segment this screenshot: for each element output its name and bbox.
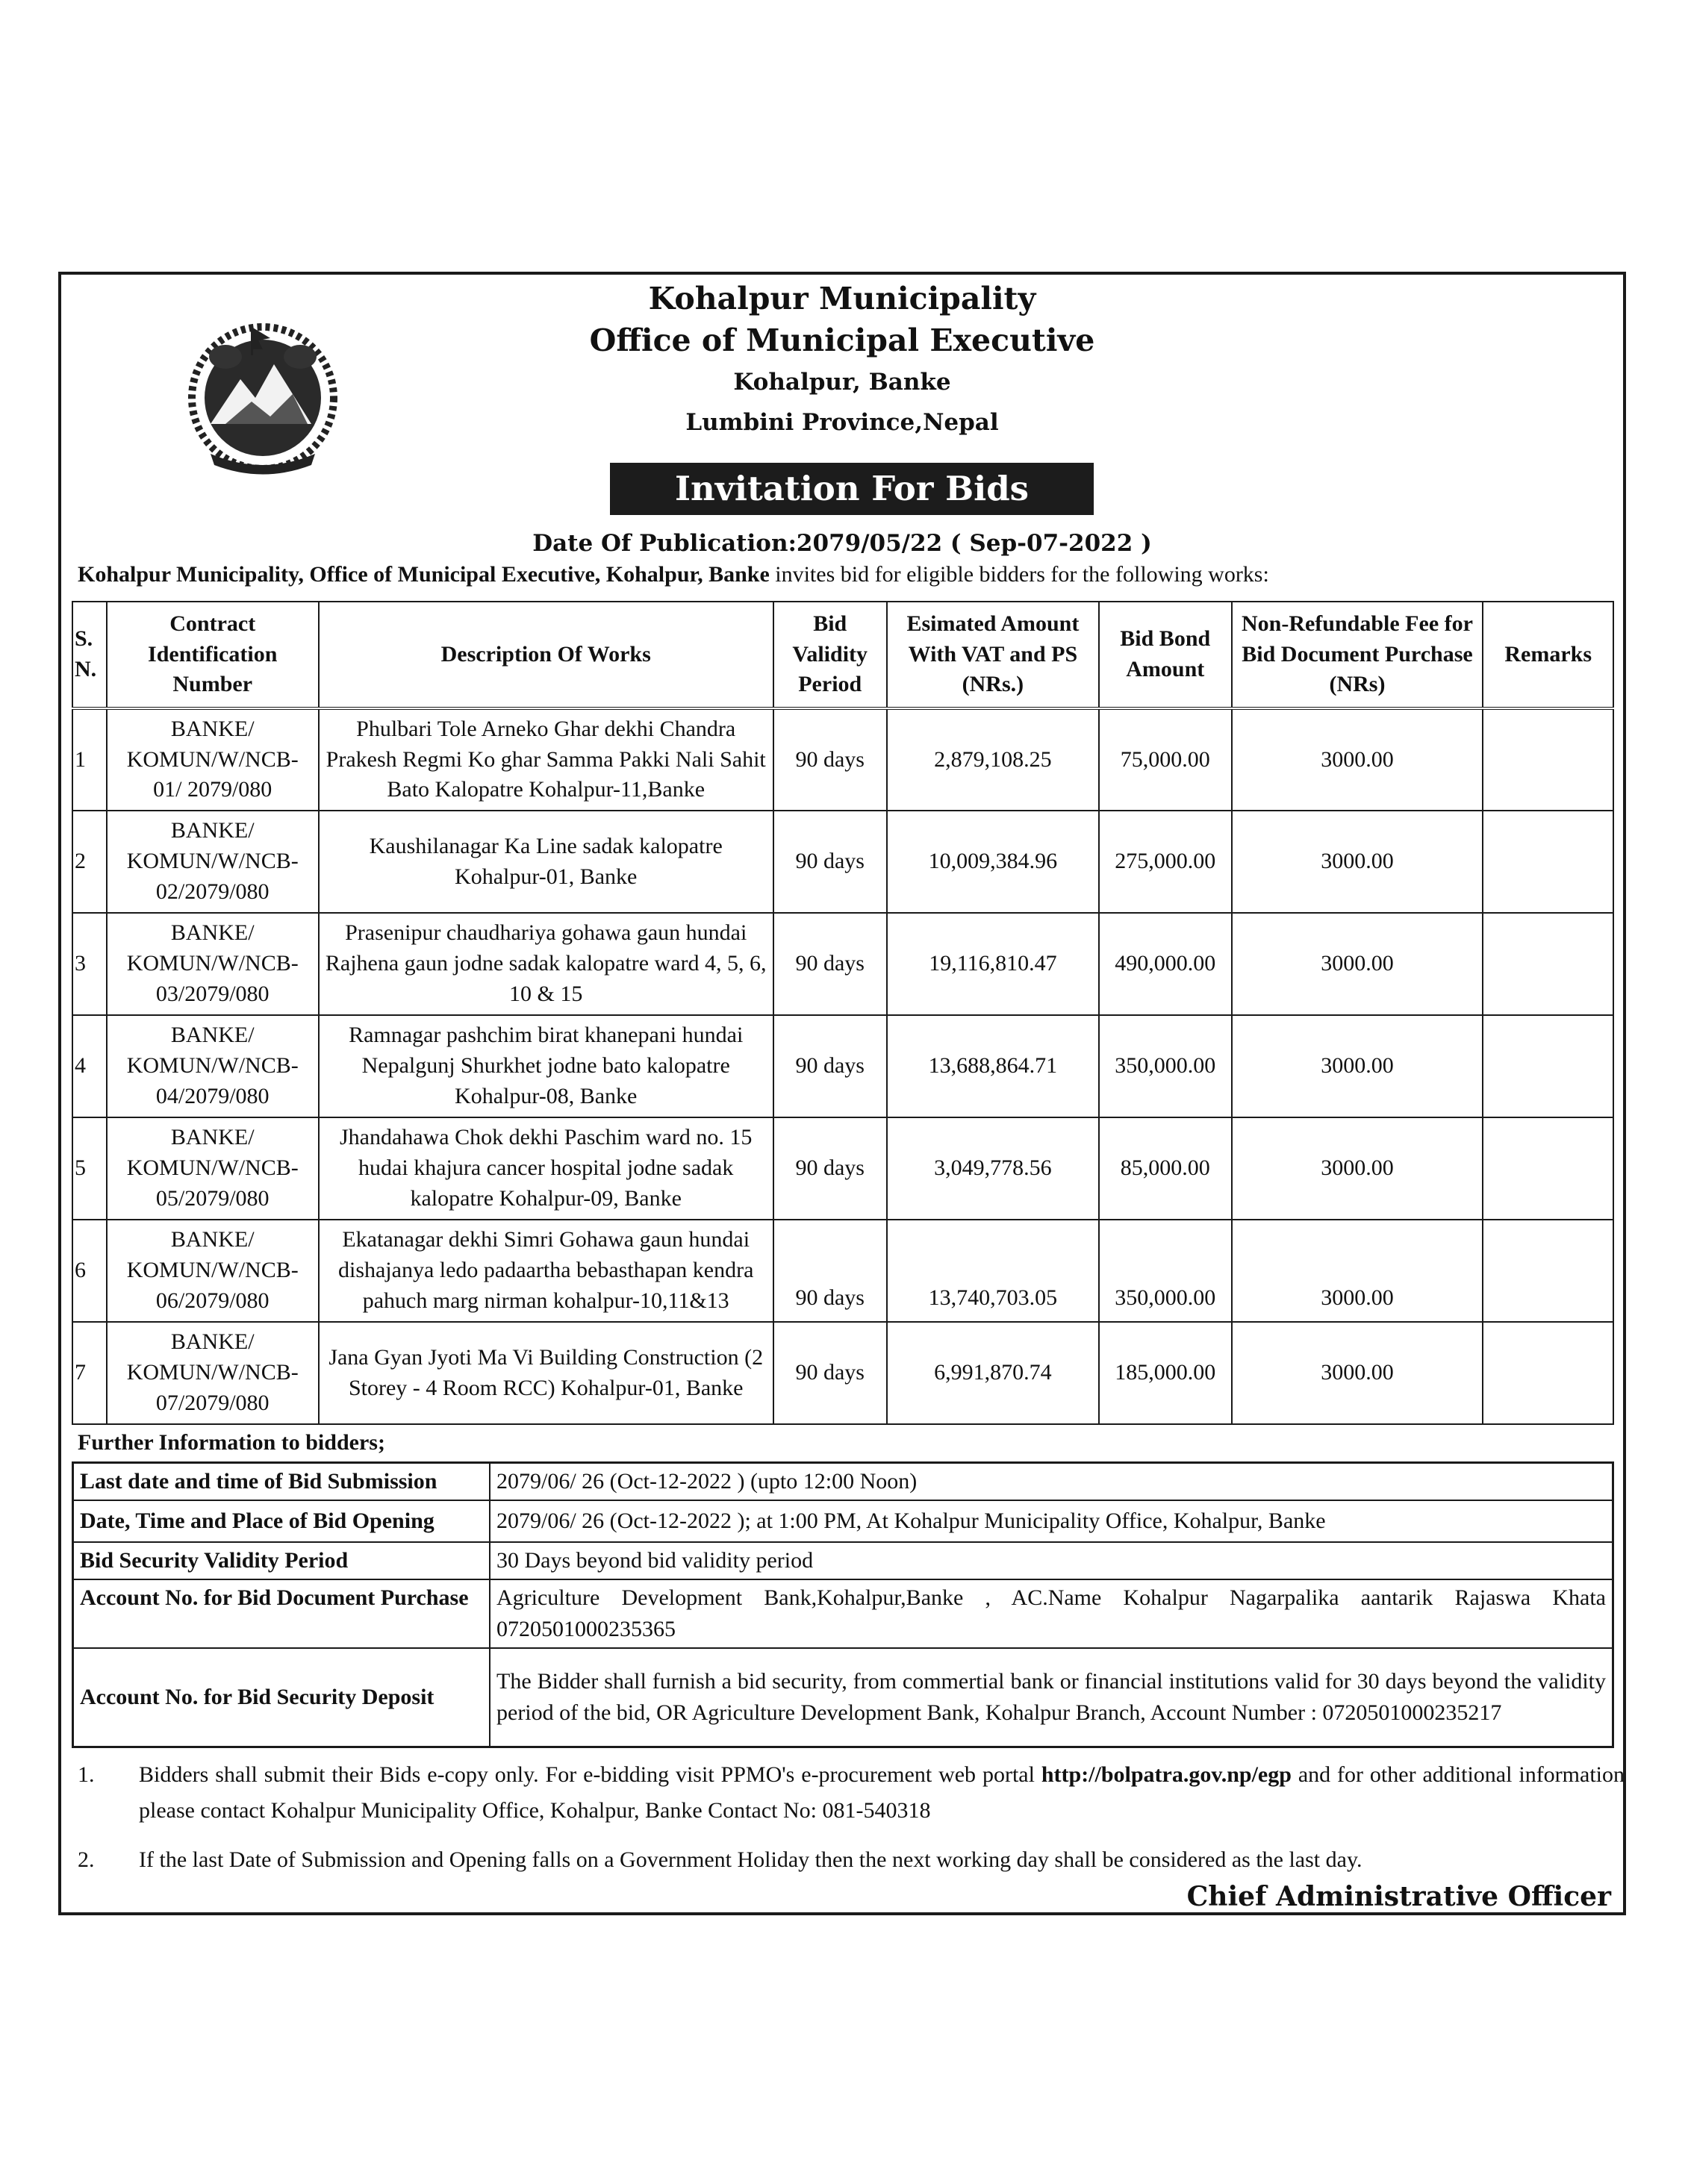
cell-description: Jana Gyan Jyoti Ma Vi Building Construction (2 Storey - 4 Room RCC) Kohalpur-01, Banke (319, 1322, 773, 1424)
cell-contract-id: BANKE/ KOMUN/W/NCB- 06/2079/080 (107, 1220, 319, 1322)
cell-bid-bond: 185,000.00 (1099, 1322, 1232, 1424)
cell-validity: 90 days (773, 708, 887, 811)
cell-contract-id: BANKE/ KOMUN/W/NCB- 07/2079/080 (107, 1322, 319, 1424)
cell-sn: 2 (72, 811, 107, 913)
info-value: 30 Days beyond bid validity period (490, 1542, 1613, 1579)
cell-bid-bond: 350,000.00 (1099, 1220, 1232, 1322)
cell-estimated-amount: 10,009,384.96 (887, 811, 1099, 913)
header-description: Description Of Works (319, 602, 773, 708)
cell-bid-bond: 350,000.00 (1099, 1015, 1232, 1117)
cell-bid-bond: 490,000.00 (1099, 913, 1232, 1015)
info-value: The Bidder shall furnish a bid security, from commertial bank or financial institutions valid for 30 days beyond the validity period of the bid, OR Agriculture Development Bank, Kohalpur Branch, Account Number : 0720501000235217 (490, 1648, 1613, 1747)
cell-estimated-amount: 19,116,810.47 (887, 913, 1099, 1015)
organization-name: Kohalpur Municipality (648, 281, 1036, 316)
bids-table (72, 601, 1614, 1425)
header-estimated-amount: Esimated Amount With VAT and PS (NRs.) (887, 602, 1099, 708)
cell-remarks (1483, 1322, 1613, 1424)
table-row (72, 1220, 1613, 1322)
table-row (72, 811, 1613, 913)
cell-estimated-amount: 3,049,778.56 (887, 1117, 1099, 1220)
cell-bid-bond: 75,000.00 (1099, 708, 1232, 811)
cell-validity: 90 days (773, 1117, 887, 1220)
table-header-row (72, 602, 1613, 708)
cell-remarks (1483, 913, 1613, 1015)
cell-estimated-amount: 13,688,864.71 (887, 1015, 1099, 1117)
table-row (72, 1117, 1613, 1220)
cell-remarks (1483, 1220, 1613, 1322)
cell-fee: 3000.00 (1232, 1322, 1483, 1424)
cell-fee: 3000.00 (1232, 708, 1483, 811)
info-label: Last date and time of Bid Submission (73, 1463, 490, 1501)
city-name: Kohalpur, Banke (733, 369, 951, 396)
cell-fee: 3000.00 (1232, 811, 1483, 913)
header-bid-bond: Bid Bond Amount (1099, 602, 1232, 708)
info-row (73, 1579, 1613, 1648)
cell-fee: 3000.00 (1232, 913, 1483, 1015)
cell-fee: 3000.00 (1232, 1220, 1483, 1322)
cell-sn: 5 (72, 1117, 107, 1220)
intro-text: invites bid for eligible bidders for the following works: (769, 562, 1269, 587)
info-label: Bid Security Validity Period (73, 1542, 490, 1579)
notice-banner: Invitation For Bids (610, 463, 1094, 515)
info-row (73, 1542, 1613, 1579)
cell-validity: 90 days (773, 1322, 887, 1424)
table-row (72, 708, 1613, 811)
cell-description: Phulbari Tole Arneko Ghar dekhi Chandra Prakesh Regmi Ko ghar Samma Pakki Nali Sahit Bato Kalopatre Kohalpur-11,Banke (319, 708, 773, 811)
info-label: Date, Time and Place of Bid Opening (73, 1500, 490, 1542)
cell-validity: 90 days (773, 1220, 887, 1322)
cell-estimated-amount: 2,879,108.25 (887, 708, 1099, 811)
header-contract-id: Contract Identification Number (107, 602, 319, 708)
cell-validity: 90 days (773, 1015, 887, 1117)
province-name: Lumbini Province,Nepal (685, 409, 999, 436)
note-number: 2. (78, 1847, 95, 1872)
cell-contract-id: BANKE/ KOMUN/W/NCB- 01/ 2079/080 (107, 708, 319, 811)
header-remarks: Remarks (1483, 602, 1613, 708)
cell-contract-id: BANKE/ KOMUN/W/NCB- 04/2079/080 (107, 1015, 319, 1117)
cell-remarks (1483, 811, 1613, 913)
info-value: 2079/06/ 26 (Oct-12-2022 ); at 1:00 PM, At Kohalpur Municipality Office, Kohalpur, Banke (490, 1500, 1613, 1542)
cell-fee: 3000.00 (1232, 1117, 1483, 1220)
cell-contract-id: BANKE/ KOMUN/W/NCB- 02/2079/080 (107, 811, 319, 913)
note-text (139, 1842, 1625, 1878)
info-label: Account No. for Bid Security Deposit (73, 1648, 490, 1747)
note-text-before: If the last Date of Submission and Opening falls on a Government Holiday then the next working day shall be considered as the last day. (139, 1847, 1362, 1872)
table-row (72, 1015, 1613, 1117)
further-info-title: Further Information to bidders; (78, 1430, 385, 1455)
cell-bid-bond: 85,000.00 (1099, 1117, 1232, 1220)
cell-contract-id: BANKE/ KOMUN/W/NCB- 05/2079/080 (107, 1117, 319, 1220)
cell-sn: 7 (72, 1322, 107, 1424)
table-row (72, 1322, 1613, 1424)
cell-estimated-amount: 13,740,703.05 (887, 1220, 1099, 1322)
intro-bold: Kohalpur Municipality, Office of Municipal Executive, Kohalpur, Banke (78, 562, 770, 587)
bid-notice (58, 272, 1626, 1915)
info-row (73, 1648, 1613, 1747)
cell-validity: 90 days (773, 811, 887, 913)
cell-validity: 90 days (773, 913, 887, 1015)
note-text (139, 1757, 1625, 1829)
cell-sn: 1 (72, 708, 107, 811)
cell-sn: 4 (72, 1015, 107, 1117)
cell-description: Jhandahawa Chok dekhi Paschim ward no. 15 hudai khajura cancer hospital jodne sadak kalopatre Kohalpur-09, Banke (319, 1117, 773, 1220)
cell-remarks (1483, 708, 1613, 811)
info-value: Agriculture Development Bank,Kohalpur,Banke , AC.Name Kohalpur Nagarpalika aantarik Rajaswa Khata 0720501000235365 (490, 1579, 1613, 1648)
cell-estimated-amount: 6,991,870.74 (887, 1322, 1099, 1424)
cell-sn: 3 (72, 913, 107, 1015)
table-row (72, 913, 1613, 1015)
cell-sn: 6 (72, 1220, 107, 1322)
note-text-before: Bidders shall submit their Bids e-copy only. For e-bidding visit PPMO's e-procurement web portal (139, 1762, 1041, 1787)
cell-description: Ekatanagar dekhi Simri Gohawa gaun hundai dishajanya ledo padaartha bebasthapan kendra pahuch marg nirman kohalpur-10,11&13 (319, 1220, 773, 1322)
header-fee: Non-Refundable Fee for Bid Document Purchase (NRs) (1232, 602, 1483, 708)
cell-bid-bond: 275,000.00 (1099, 811, 1232, 913)
cell-remarks (1483, 1117, 1613, 1220)
egp-portal-link[interactable]: http://bolpatra.gov.np/egp (1041, 1762, 1292, 1787)
intro-paragraph (78, 562, 1608, 587)
info-value: 2079/06/ 26 (Oct-12-2022 ) (upto 12:00 Noon) (490, 1463, 1613, 1501)
cell-contract-id: BANKE/ KOMUN/W/NCB- 03/2079/080 (107, 913, 319, 1015)
header-sn: S. N. (72, 602, 107, 708)
further-info-table (72, 1461, 1614, 1748)
cell-description: Prasenipur chaudhariya gohawa gaun hundai Rajhena gaun jodne sadak kalopatre ward 4, 5, 6, 10 & 15 (319, 913, 773, 1015)
note-text-after: and for other additional information please contact Kohalpur Municipality Office, Kohalpur, Banke Contact No: 081-540318 (139, 1762, 1625, 1823)
cell-description: Ramnagar pashchim birat khanepani hundai Nepalgunj Shurkhet jodne bato kalopatre Kohalpur-08, Banke (319, 1015, 773, 1117)
office-name: Office of Municipal Executive (589, 322, 1095, 358)
signoff: Chief Administrative Officer (1186, 1881, 1611, 1912)
info-label: Account No. for Bid Document Purchase (73, 1579, 490, 1648)
header-validity: Bid Validity Period (773, 602, 887, 708)
publication-date: Date Of Publication:2079/05/22 ( Sep-07-2022 ) (532, 530, 1152, 557)
info-row (73, 1463, 1613, 1501)
info-row (73, 1500, 1613, 1542)
cell-fee: 3000.00 (1232, 1015, 1483, 1117)
cell-remarks (1483, 1015, 1613, 1117)
cell-description: Kaushilanagar Ka Line sadak kalopatre Kohalpur-01, Banke (319, 811, 773, 913)
note-number: 1. (78, 1762, 95, 1787)
